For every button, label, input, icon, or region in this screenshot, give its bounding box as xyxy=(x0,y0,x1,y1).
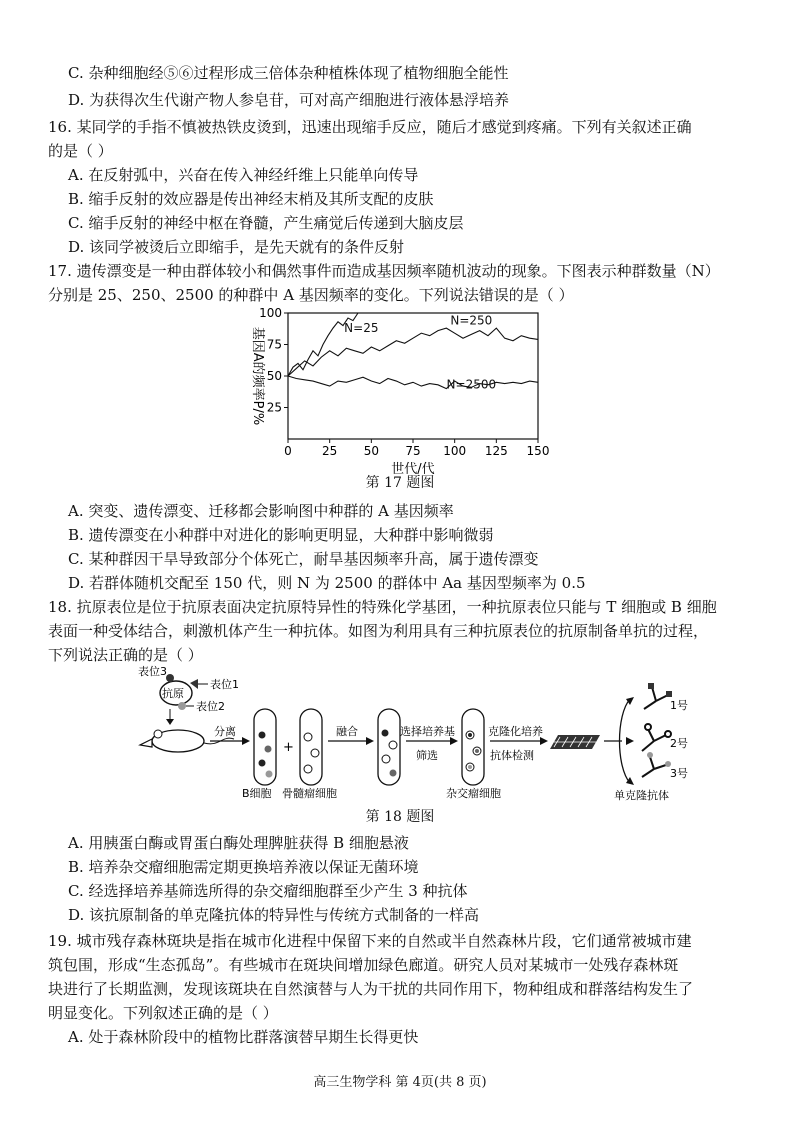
antibody-2-label: 2号 xyxy=(670,737,688,750)
x-tick-label: 50 xyxy=(363,444,379,458)
epitope2-label: 表位2 xyxy=(196,700,225,713)
y-tick-label: 75 xyxy=(266,337,282,352)
q18-stem-line3: 下列说法正确的是（ ） xyxy=(48,646,203,664)
series-label-3: N=2500 xyxy=(446,377,497,392)
q18-option-c: C. 经选择培养基筛选所得的杂交瘤细胞群至少产生 3 种抗体 xyxy=(68,882,468,900)
q17-option-a: A. 突变、遗传漂变、迁移都会影响图中种群的 A 基因频率 xyxy=(68,502,454,520)
x-tick-label: 25 xyxy=(322,444,338,458)
antibody-test-label: 抗体检测 xyxy=(490,749,534,762)
q18-option-b: B. 培养杂交瘤细胞需定期更换培养液以保证无菌环境 xyxy=(68,858,419,876)
antibody-2-icon xyxy=(642,724,671,751)
q19-stem-line4: 明显变化。下列叙述正确的是（ ） xyxy=(48,1004,278,1022)
x-tick-label: 125 xyxy=(484,444,508,458)
b-cell-label: B细胞 xyxy=(242,787,272,800)
q15-option-c: C. 杂种细胞经⑤⑥过程形成三倍体杂种植株体现了植物细胞全能性 xyxy=(68,64,509,82)
series-label-2: N=250 xyxy=(450,313,493,328)
q17-stem-line2: 分别是 25、250、2500 的种群中 A 基因频率的变化。下列说法错误的是（ ） xyxy=(48,286,574,304)
myeloma-tube xyxy=(300,709,322,785)
q16-stem-line1: 16. 某同学的手指不慎被热铁皮烫到，迅速出现缩手反应，随后才感觉到疼痛。下列有关叙述正确 xyxy=(48,118,692,136)
q18-option-a: A. 用胰蛋白酶或胃蛋白酶处理脾脏获得 B 细胞悬液 xyxy=(68,834,409,852)
x-tick-label: 0 xyxy=(284,444,292,458)
hybridoma-tube xyxy=(462,709,484,785)
fuse-label: 融合 xyxy=(336,725,358,738)
antibody-3-icon xyxy=(642,752,671,777)
hybridoma-label: 杂交瘤细胞 xyxy=(446,787,501,800)
gene-frequency-chart xyxy=(230,305,570,477)
q19-stem-line1: 19. 城市残存森林斑块是指在城市化进程中保留下来的自然或半自然森林片段，它们通常被城市建 xyxy=(48,932,692,950)
fusion-tube xyxy=(378,709,400,785)
x-tick-label: 100 xyxy=(443,444,467,458)
q15-option-d: D. 为获得次生代谢产物人参皂苷，可对高产细胞进行液体悬浮培养 xyxy=(68,91,510,109)
b-cell-tube xyxy=(254,709,276,785)
plus-sign: + xyxy=(283,740,294,755)
antibody-1-icon xyxy=(644,683,672,709)
antigen-label: 抗原 xyxy=(162,687,184,700)
q17-option-b: B. 遗传漂变在小种群中对进化的影响更明显，大种群中影响微弱 xyxy=(68,526,494,544)
x-tick-label: 150 xyxy=(526,444,550,458)
page-footer: 高三生物学科 第 4页(共 8 页) xyxy=(313,1075,487,1090)
q19-stem-line2: 筑包围，形成“生态孤岛”。有些城市在斑块间增加绿色廊道。研究人员对某城市一处残存森林斑 xyxy=(48,956,679,974)
well-plate-icon xyxy=(550,735,600,749)
q18-figure-caption: 第 18 题图 xyxy=(365,809,435,825)
x-tick-label: 75 xyxy=(405,444,421,458)
q16-option-c: C. 缩手反射的神经中枢在脊髓，产生痛觉后传递到大脑皮层 xyxy=(68,214,464,232)
plot-frame xyxy=(288,313,538,439)
screen-label: 筛选 xyxy=(416,749,438,762)
y-tick-label: 100 xyxy=(259,306,282,320)
clone-culture-label: 克隆化培养 xyxy=(488,725,543,738)
epitope1-label: 表位1 xyxy=(210,678,239,691)
q16-option-d: D. 该同学被烫后立即缩手，是先天就有的条件反射 xyxy=(68,238,405,256)
antibody-3-label: 3号 xyxy=(670,767,688,780)
mab-label: 单克隆抗体 xyxy=(614,789,669,802)
antibody-1-label: 1号 xyxy=(670,699,688,712)
series-label-1: N=25 xyxy=(344,320,379,335)
myeloma-label: 骨髓瘤细胞 xyxy=(282,787,337,800)
q17-option-d: D. 若群体随机交配至 150 代，则 N 为 2500 的群体中 Aa 基因型频率为 0.5 xyxy=(68,574,586,592)
y-tick-label: 50 xyxy=(266,369,282,383)
q16-option-a: A. 在反射弧中，兴奋在传入神经纤维上只能单向传导 xyxy=(68,166,419,184)
y-axis-label: 基因A的频率P/% xyxy=(250,326,265,426)
x-axis-label: 世代/代 xyxy=(391,462,435,477)
epitope3-label: 表位3 xyxy=(138,665,167,678)
select-medium-label: 选择培养基 xyxy=(400,725,455,738)
q18-option-d: D. 该抗原制备的单克隆抗体的特异性与传统方式制备的一样高 xyxy=(68,906,480,924)
q16-option-b: B. 缩手反射的效应器是传出神经末梢及其所支配的皮肤 xyxy=(68,190,434,208)
q19-option-a: A. 处于森林阶段中的植物比群落演替早期生长得更快 xyxy=(68,1028,419,1046)
q18-stem-line1: 18. 抗原表位是位于抗原表面决定抗原特异性的特殊化学基团，一种抗原表位只能与 T 细胞或 B 细胞 xyxy=(48,598,717,616)
q18-stem-line2: 表面一种受体结合，刺激机体产生一种抗体。如图为利用具有三种抗原表位的抗原制备单抗的过程， xyxy=(48,622,709,640)
q17-option-c: C. 某种群因干旱导致部分个体死亡，耐旱基因频率升高，属于遗传漂变 xyxy=(68,550,539,568)
q17-figure-caption: 第 17 题图 xyxy=(365,475,435,491)
q17-stem-line1: 17. 遗传漂变是一种由群体较小和偶然事件而造成基因频率随机波动的现象。下图表示种群数量（N） xyxy=(48,262,720,280)
y-tick-label: 25 xyxy=(266,400,282,415)
q16-stem-line2: 的是（ ） xyxy=(48,142,113,160)
q19-stem-line3: 块进行了长期监测，发现该斑块在自然演替与人为干扰的共同作用下，物种组成和群落结构发生了 xyxy=(48,980,694,998)
monoclonal-antibody-diagram xyxy=(130,665,700,805)
separate-label: 分离 xyxy=(214,725,236,738)
